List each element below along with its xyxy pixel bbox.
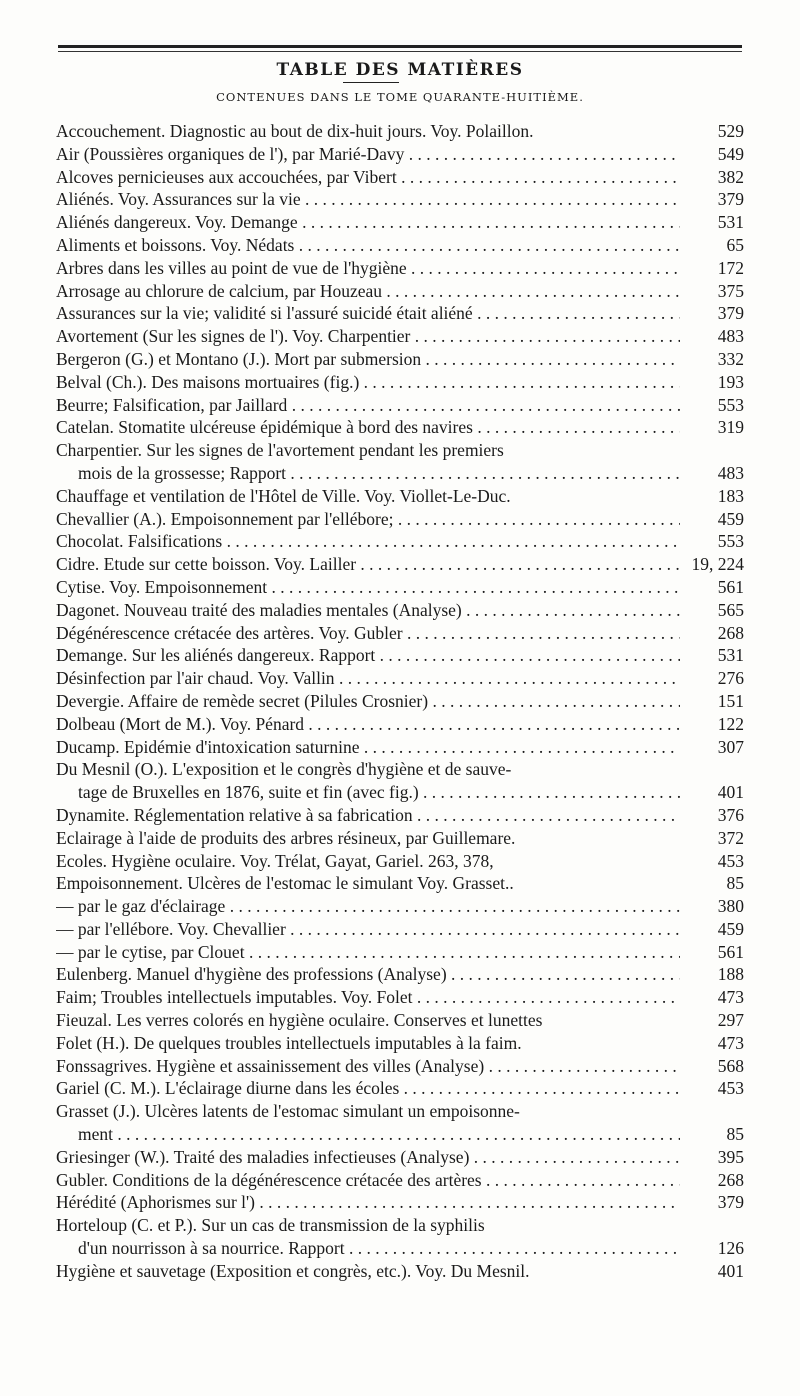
index-entry bbox=[56, 1032, 744, 1055]
entry-page-number: 268 bbox=[717, 622, 744, 643]
index-entry bbox=[56, 1077, 744, 1100]
entry-page-number: 395 bbox=[717, 1146, 744, 1167]
entry-page-number: 297 bbox=[717, 1010, 744, 1031]
index-entry bbox=[56, 827, 744, 850]
entry-page-number: 453 bbox=[717, 850, 744, 871]
entry-text: Aliénés dangereux. Voy. Demange . . . bbox=[56, 211, 680, 234]
index-entry bbox=[56, 644, 744, 667]
entry-text: Aliments et boissons. Voy. Nédats . . . bbox=[56, 234, 680, 257]
index-entry bbox=[56, 462, 744, 485]
header-double-rule bbox=[58, 45, 742, 48]
index-entry bbox=[56, 895, 744, 918]
index-entry bbox=[56, 394, 744, 417]
entry-page-number: 85 bbox=[726, 1124, 744, 1145]
entry-text: Chauffage et ventilation de l'Hôtel de Ville. Voy. Viollet-Le-Duc. bbox=[56, 485, 511, 506]
index-entry bbox=[56, 211, 744, 234]
entry-page-number: 529 bbox=[717, 121, 744, 141]
entry-page-number: 561 bbox=[717, 576, 744, 597]
entry-text: Hérédité (Aphorismes sur l') . . . bbox=[56, 1191, 680, 1214]
index-entry bbox=[56, 576, 744, 599]
index-entry bbox=[56, 1191, 744, 1214]
index-entry bbox=[56, 804, 744, 827]
index-entry bbox=[56, 1214, 744, 1237]
index-entry bbox=[56, 166, 744, 189]
index-entry bbox=[56, 302, 744, 325]
index-entry bbox=[56, 1169, 744, 1192]
index-entry bbox=[56, 781, 744, 804]
index-entry bbox=[56, 872, 744, 895]
entry-page-number: 401 bbox=[717, 1260, 744, 1281]
entry-text: Désinfection par l'air chaud. Voy. Vallin . . . bbox=[56, 667, 680, 690]
index-entry bbox=[56, 963, 744, 986]
entry-text: Cidre. Etude sur cette boisson. Voy. Lailler . . . bbox=[56, 553, 680, 576]
index-entries bbox=[56, 120, 744, 1283]
index-entry bbox=[56, 599, 744, 622]
index-entry bbox=[56, 530, 744, 553]
entry-page-number: 379 bbox=[717, 1192, 744, 1213]
entry-page-number: 372 bbox=[717, 827, 744, 848]
entry-page-number: 553 bbox=[717, 394, 744, 415]
index-entry bbox=[56, 508, 744, 531]
index-entry bbox=[56, 1260, 744, 1283]
index-entry bbox=[56, 1055, 744, 1078]
entry-page-number: 379 bbox=[717, 303, 744, 324]
entry-page-number: 188 bbox=[717, 964, 744, 985]
page-title: TABLE DES MATIÈRES bbox=[276, 60, 524, 80]
index-entry bbox=[56, 416, 744, 439]
entry-page-number: 401 bbox=[717, 782, 744, 803]
index-entry bbox=[56, 143, 744, 166]
entry-text: Arbres dans les villes au point de vue de l'hygiène . . . bbox=[56, 257, 680, 280]
entry-text: Grasset (J.). Ulcères latents de l'estomac simulant un empoisonne- bbox=[56, 1101, 520, 1122]
index-entry bbox=[56, 120, 744, 143]
index-entry bbox=[56, 553, 744, 576]
entry-text: tage de Bruxelles en 1876, suite et fin (avec fig.) . . . bbox=[78, 781, 680, 804]
entry-page-number: 459 bbox=[717, 918, 744, 939]
entry-text: Dynamite. Réglementation relative à sa fabrication . . . bbox=[56, 804, 680, 827]
entry-text: Arrosage au chlorure de calcium, par Houzeau . . . bbox=[56, 280, 680, 303]
index-entry bbox=[56, 1237, 744, 1260]
entry-page-number: 549 bbox=[717, 143, 744, 164]
index-entry bbox=[56, 850, 744, 873]
index-entry bbox=[56, 280, 744, 303]
entry-page-number: 568 bbox=[717, 1055, 744, 1076]
entry-text: Cytise. Voy. Empoisonnement . . . bbox=[56, 576, 680, 599]
index-entry bbox=[56, 1123, 744, 1146]
entry-text: Avortement (Sur les signes de l'). Voy. Charpentier . . . bbox=[56, 325, 680, 348]
entry-page-number: 459 bbox=[717, 508, 744, 529]
entry-page-number: 183 bbox=[717, 485, 744, 506]
index-entry bbox=[56, 371, 744, 394]
entry-page-number: 473 bbox=[717, 1032, 744, 1053]
entry-page-number: 483 bbox=[717, 462, 744, 483]
entry-text: — par le gaz d'éclairage . . . bbox=[56, 895, 680, 918]
entry-text: Folet (H.). De quelques troubles intellectuels imputables à la faim. bbox=[56, 1032, 522, 1053]
index-entry bbox=[56, 188, 744, 211]
index-entry bbox=[56, 1100, 744, 1123]
entry-text: Belval (Ch.). Des maisons mortuaires (fig.) . . . bbox=[56, 371, 680, 394]
entry-page-number: 453 bbox=[717, 1078, 744, 1099]
entry-text: Air (Poussières organiques de l'), par Marié-Davy . . . bbox=[56, 143, 680, 166]
entry-text: Beurre; Falsification, par Jaillard . . . bbox=[56, 394, 680, 417]
entry-page-number: 375 bbox=[717, 280, 744, 301]
entry-page-number: 85 bbox=[726, 873, 744, 894]
entry-text: Griesinger (W.). Traité des maladies infectieuses (Analyse) . . . bbox=[56, 1146, 680, 1169]
entry-page-number: 193 bbox=[717, 371, 744, 392]
entry-text: Eclairage à l'aide de produits des arbres résineux, par Guillemare. bbox=[56, 827, 516, 848]
entry-text: Gubler. Conditions de la dégénérescence crétacée des artères . . . bbox=[56, 1169, 680, 1192]
entry-text: Dagonet. Nouveau traité des maladies mentales (Analyse) . . . bbox=[56, 599, 680, 622]
entry-text: ment . . . bbox=[78, 1123, 680, 1146]
entry-text: Accouchement. Diagnostic au bout de dix-huit jours. Voy. Polaillon. bbox=[56, 121, 534, 141]
entry-page-number: 268 bbox=[717, 1169, 744, 1190]
entry-text: Eulenberg. Manuel d'hygiène des professions (Analyse) . . . bbox=[56, 963, 680, 986]
entry-page-number: 122 bbox=[717, 713, 744, 734]
entry-page-number: 307 bbox=[717, 736, 744, 757]
entry-text: Demange. Sur les aliénés dangereux. Rapport . . . bbox=[56, 644, 680, 667]
entry-text: mois de la grossesse; Rapport . . . bbox=[78, 462, 680, 485]
entry-page-number: 19, 224 bbox=[691, 554, 744, 575]
entry-text: Assurances sur la vie; validité si l'assuré suicidé était aliéné . . . bbox=[56, 302, 680, 325]
entry-text: — par l'ellébore. Voy. Chevallier . . . bbox=[56, 918, 680, 941]
index-entry bbox=[56, 667, 744, 690]
index-entry bbox=[56, 1009, 744, 1032]
entry-text: Hygiène et sauvetage (Exposition et congrès, etc.). Voy. Du Mesnil. bbox=[56, 1260, 530, 1281]
index-entry bbox=[56, 690, 744, 713]
entry-text: Dégénérescence crétacée des artères. Voy. Gubler . . . bbox=[56, 622, 680, 645]
entry-text: Fieuzal. Les verres colorés en hygiène oculaire. Conserves et lunettes bbox=[56, 1010, 543, 1031]
entry-text: Horteloup (C. et P.). Sur un cas de transmission de la syphilis bbox=[56, 1215, 485, 1236]
index-entry bbox=[56, 257, 744, 280]
entry-text: Aliénés. Voy. Assurances sur la vie . . . bbox=[56, 188, 680, 211]
index-entry bbox=[56, 234, 744, 257]
index-entry bbox=[56, 918, 744, 941]
index-entry bbox=[56, 622, 744, 645]
entry-page-number: 531 bbox=[717, 212, 744, 233]
entry-page-number: 553 bbox=[717, 531, 744, 552]
entry-page-number: 379 bbox=[717, 189, 744, 210]
entry-page-number: 151 bbox=[717, 690, 744, 711]
entry-page-number: 332 bbox=[717, 348, 744, 369]
entry-text: Faim; Troubles intellectuels imputables. Voy. Folet . . . bbox=[56, 986, 680, 1009]
index-entry bbox=[56, 758, 744, 781]
entry-text: Ducamp. Epidémie d'intoxication saturnine . . . bbox=[56, 736, 680, 759]
entry-page-number: 319 bbox=[717, 417, 744, 438]
entry-page-number: 561 bbox=[717, 941, 744, 962]
entry-text: Catelan. Stomatite ulcéreuse épidémique à bord des navires . . . bbox=[56, 416, 680, 439]
entry-page-number: 473 bbox=[717, 987, 744, 1008]
entry-page-number: 531 bbox=[717, 645, 744, 666]
entry-text: Alcoves pernicieuses aux accouchées, par Vibert . . . bbox=[56, 166, 680, 189]
entry-page-number: 376 bbox=[717, 804, 744, 825]
entry-page-number: 565 bbox=[717, 599, 744, 620]
entry-text: Dolbeau (Mort de M.). Voy. Pénard . . . bbox=[56, 713, 680, 736]
entry-text: Gariel (C. M.). L'éclairage diurne dans les écoles . . . bbox=[56, 1077, 680, 1100]
title-underline bbox=[343, 82, 399, 83]
index-entry bbox=[56, 986, 744, 1009]
header-thin-rule bbox=[58, 51, 742, 52]
entry-text: Fonssagrives. Hygiène et assainissement des villes (Analyse) . . . bbox=[56, 1055, 680, 1078]
entry-text: Chevallier (A.). Empoisonnement par l'ellébore; . . . bbox=[56, 508, 680, 531]
entry-page-number: 65 bbox=[726, 234, 744, 255]
entry-text: Charpentier. Sur les signes de l'avortement pendant les premiers bbox=[56, 440, 504, 461]
index-entry bbox=[56, 325, 744, 348]
index-entry bbox=[56, 439, 744, 462]
index-entry bbox=[56, 941, 744, 964]
index-entry bbox=[56, 485, 744, 508]
entry-text: Devergie. Affaire de remède secret (Pilules Crosnier) . . . bbox=[56, 690, 680, 713]
entry-text: Ecoles. Hygiène oculaire. Voy. Trélat, Gayat, Gariel. 263, 378, bbox=[56, 850, 494, 871]
index-entry bbox=[56, 348, 744, 371]
index-entry bbox=[56, 713, 744, 736]
entry-text: Du Mesnil (O.). L'exposition et le congrès d'hygiène et de sauve- bbox=[56, 759, 512, 780]
entry-page-number: 172 bbox=[717, 257, 744, 278]
index-entry bbox=[56, 1146, 744, 1169]
entry-page-number: 483 bbox=[717, 326, 744, 347]
entry-text: — par le cytise, par Clouet . . . bbox=[56, 941, 680, 964]
entry-text: Bergeron (G.) et Montano (J.). Mort par submersion . . . bbox=[56, 348, 680, 371]
entry-text: Empoisonnement. Ulcères de l'estomac le simulant Voy. Grasset.. bbox=[56, 873, 514, 894]
entry-page-number: 380 bbox=[717, 896, 744, 917]
page-subtitle: CONTENUES DANS LE TOME QUARANTE-HUITIÈME. bbox=[216, 90, 584, 104]
entry-page-number: 276 bbox=[717, 668, 744, 689]
index-entry bbox=[56, 736, 744, 759]
entry-page-number: 126 bbox=[717, 1238, 744, 1259]
entry-text: d'un nourrisson à sa nourrice. Rapport . . . bbox=[78, 1237, 680, 1260]
entry-page-number: 382 bbox=[717, 166, 744, 187]
entry-text: Chocolat. Falsifications . . . bbox=[56, 530, 680, 553]
